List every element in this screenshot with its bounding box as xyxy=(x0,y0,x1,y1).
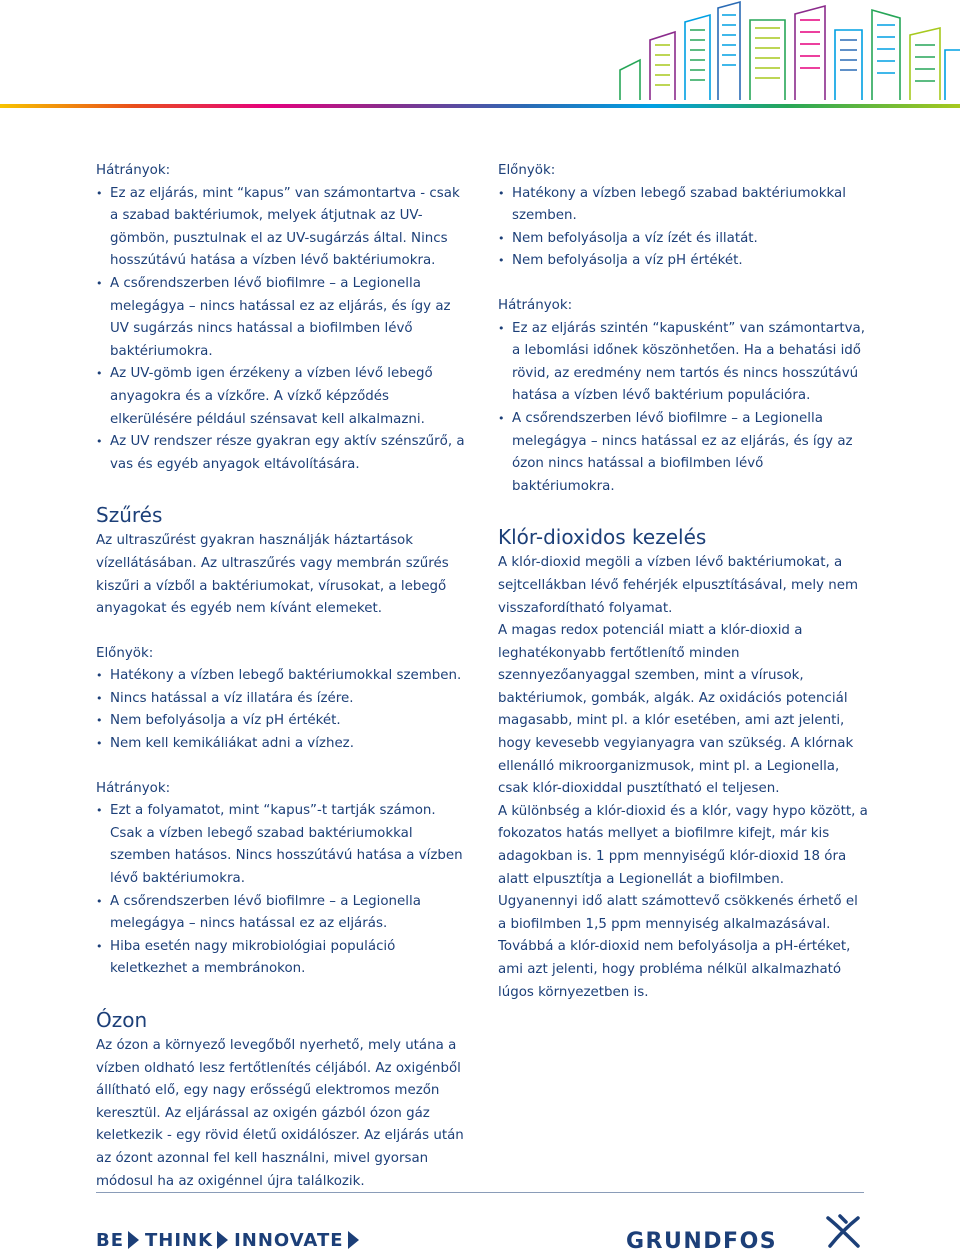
tagline-be: BE xyxy=(96,1229,125,1251)
list-item: • Az UV rendszer része gyakran egy aktív szénszűrő, a vas és egyéb anyagok eltávolítására. xyxy=(96,431,466,476)
chevron-right-icon xyxy=(217,1231,228,1249)
list-item: • Hatékony a vízben lebegő szabad baktériumokkal szemben. xyxy=(498,183,868,228)
ozone-advantages-title: Előnyök: xyxy=(498,163,556,178)
right-column xyxy=(498,160,868,1004)
chlorine-dioxide-paragraph: A magas redox potenciál miatt a klór-dioxid a leghatékonyabb fertőtlenítő minden szennyezőanyaggal szemben, mint a vírusok, baktériumok, gombák, algák. Az oxidációs potenciál magasabb, mint pl. a klór esetében, ami azt jelenti, hogy kevesebb vegyianyagra van szükség. A klórnak ellenálló mikroorganizmusok, mint pl. a Legionella, csak klór-dioxiddal pusztítható el teljesen. xyxy=(498,623,854,797)
rainbow-stripe xyxy=(0,104,960,108)
list-item: • A csőrendszerben lévő biofilmre – a Legionella melegágya – nincs hatással ez az eljárás, és így az UV sugárzás nincs hatással a biofilmben lévő baktériumokra. xyxy=(96,273,466,363)
uv-disadvantages-list xyxy=(96,183,466,477)
filtration-advantages-title: Előnyök: xyxy=(96,645,154,661)
list-item: • Nem kell kemikáliákat adni a vízhez. xyxy=(96,733,466,756)
ozone-advantages-list xyxy=(498,183,868,273)
list-item: • Hiba esetén nagy mikrobiológiai populáció keletkezhet a membránokon. xyxy=(96,936,466,981)
list-item: • Ez az eljárás, mint “kapus” van számontartva - csak a szabad baktériumok, melyek átjutnak az UV-gömbön, pusztulnak el az UV-sugárzás által. Nincs hosszútávú hatása a vízben lévő baktériumokra. xyxy=(96,183,466,273)
filtration-disadvantages-title: Hátrányok: xyxy=(96,780,171,796)
chevron-right-icon xyxy=(348,1231,359,1249)
chlorine-dioxide-paragraph: A különbség a klór-dioxid és a klór, vagy hypo között, a fokozatos hatás mellyet a biofilmre kifejt, már kis adagokban is. 1 ppm mennyiségű klór-dioxid 18 óra alatt elpusztítja a Legionellát a biofilmben. Ugyanennyi idő alatt számottevő csökkenés érhető el a biofilmben 1,5 ppm mennyiség alkalmazásával. Továbbá a klór-dioxid nem befolyásolja a pH-értéket, ami azt jelenti, hogy probléma nélkül alkalmazható lúgos környezetben is. xyxy=(498,803,868,1000)
filtration-advantages-list xyxy=(96,665,466,755)
chevron-right-icon xyxy=(128,1231,139,1249)
filtration-text: Az ultraszűrést gyakran használják háztartások vízellátásában. Az ultraszűrés vagy membrán szűrés kiszűri a vízből a baktériumokat, vírusokat, a lebegő anyagokat és egyéb nem kívánt elemeket. xyxy=(96,533,449,617)
logo-text: GRUNDFOS xyxy=(626,1229,778,1252)
tagline xyxy=(96,1228,365,1252)
list-item: • A csőrendszerben lévő biofilmre – a Legionella melegágya – nincs hatással ez az eljárás, és így az ózon nincs hatással a biofilmben lévő baktériumokra. xyxy=(498,408,868,498)
list-item: • Ezt a folyamatot, mint “kapus”-t tartják számon. Csak a vízben lebegő szabad baktériumokkal szemben hatásos. Nincs hosszútávú hatása a vízben lévő baktériumokra. xyxy=(96,800,466,890)
chlorine-dioxide-paragraph: A klór-dioxid megöli a vízben lévő baktériumokat, a sejtcellákban lévő fehérjék elpusztításával, mely nem visszafordítható folyamat. xyxy=(498,555,858,616)
tagline-innovate: INNOVATE xyxy=(234,1229,344,1251)
grundfos-x-icon xyxy=(828,1216,858,1246)
tagline-think: THINK xyxy=(145,1229,214,1251)
uv-disadvantages-title: Hátrányok: xyxy=(96,163,171,178)
list-item: • Az UV-gömb igen érzékeny a vízben lévő lebegő anyagokra és a vízkőre. A vízkő képződés elkerülésére például szénsavat kell alkalmazni. xyxy=(96,363,466,431)
city-skyline-illustration xyxy=(600,0,960,110)
list-item: • Ez az eljárás szintén “kapusként” van számontartva, a lebomlási időnek köszönhetően. Ha a behatási idő rövid, az eredmény nem tartós és nincs hosszútávú hatása a vízben lévő baktérium populációra. xyxy=(498,318,868,408)
filtration-disadvantages-list xyxy=(96,800,466,981)
grundfos-logo xyxy=(626,1212,866,1252)
ozone-disadvantages-list xyxy=(498,318,868,499)
footer-divider xyxy=(96,1192,864,1193)
left-column xyxy=(96,160,466,1193)
list-item: • Hatékony a vízben lebegő baktériumokkal szemben. xyxy=(96,665,466,688)
filtration-heading: Szűrés xyxy=(96,503,163,528)
list-item: • Nem befolyásolja a víz pH értékét. xyxy=(96,710,466,733)
ozone-disadvantages-title: Hátrányok: xyxy=(498,297,573,313)
ozone-text: Az ózon a környező levegőből nyerhető, mely utána a vízben oldható lesz fertőtlenítés céljából. Az oxigénből állítható elő, egy nagy erősségű elektromos mezőn keresztül. Az eljárással az oxigén gázból ózon gáz keletkezik - egy rövid életű oxidálószer. Az eljárás után az ózont azonnal fel kell használni, mivel gyorsan módosul ha az oxigénnel újra találkozik. xyxy=(96,1038,464,1189)
chlorine-dioxide-heading: Klór-dioxidos kezelés xyxy=(498,525,707,550)
list-item: • Nem befolyásolja a víz ízét és illatát. xyxy=(498,228,868,251)
list-item: • A csőrendszerben lévő biofilmre – a Legionella melegágya – nincs hatással ez az eljárás. xyxy=(96,891,466,936)
list-item: • Nincs hatással a víz illatára és ízére. xyxy=(96,688,466,711)
ozone-heading: Ózon xyxy=(96,1008,148,1032)
list-item: • Nem befolyásolja a víz pH értékét. xyxy=(498,250,868,273)
